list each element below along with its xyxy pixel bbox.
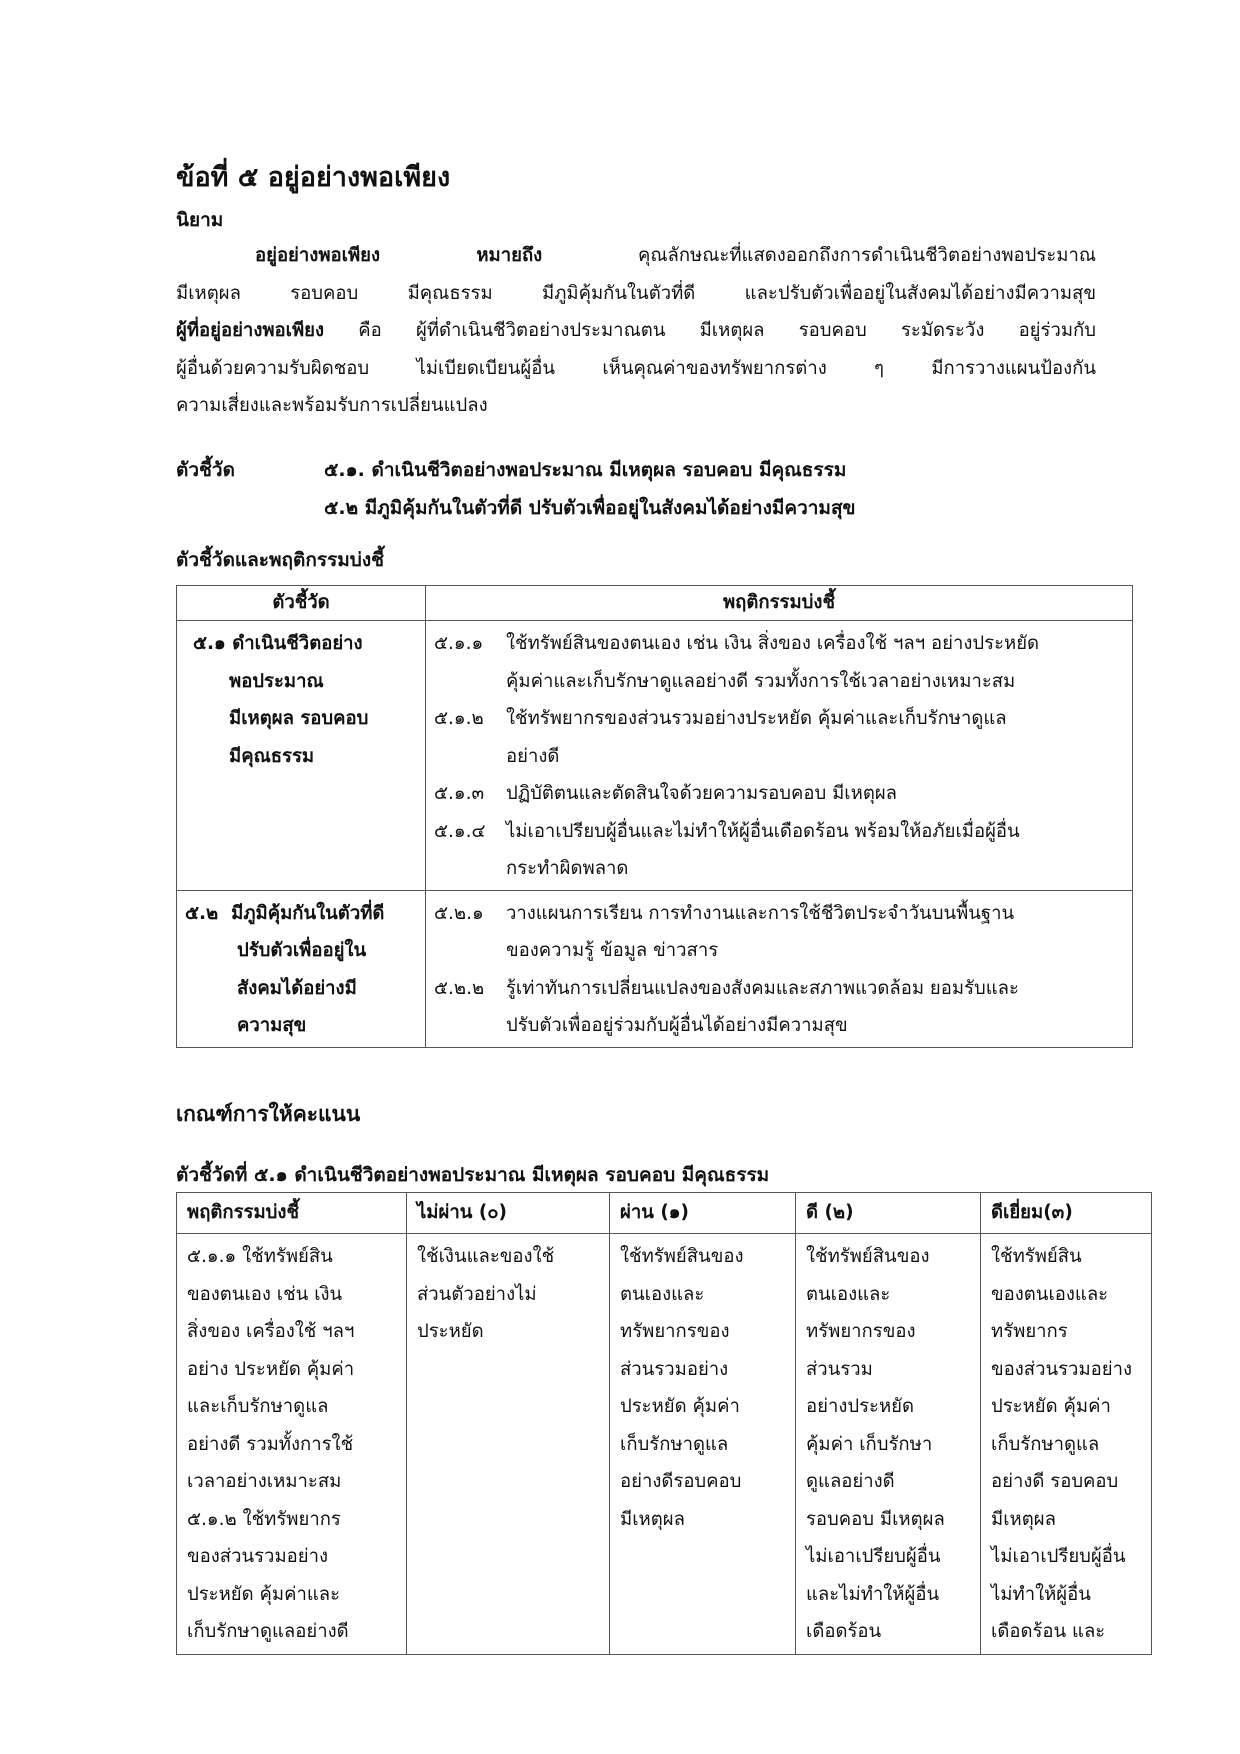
rubric-line: ส่วนตัวอย่างไม่ [417, 1283, 537, 1305]
rubric-line: ไม่เอาเปรียบผู้อื่น [991, 1546, 1126, 1567]
term-sufficient-living: อยู่อย่างพอเพียง หมายถึง [255, 245, 543, 266]
rubric-line: มีเหตุผล [620, 1508, 685, 1530]
rubric-line: ใช้เงินและของใช้ [417, 1246, 555, 1267]
rubric-line: อย่างประหยัด [806, 1396, 915, 1417]
definition-line-2: มีเหตุผล รอบคอบ มีคุณธรรม มีภูมิคุ้มกันในตัวที่ดี และปรับตัวเพื่ออยู่ในสังคมได้อย่างมีความสุข [176, 282, 1096, 304]
column-header: พฤติกรรมบ่งชี้ [177, 1193, 407, 1234]
scoring-heading: เกณฑ์การให้คะแนน [176, 1102, 361, 1126]
rubric-line: ไม่เอาเปรียบผู้อื่น [806, 1546, 941, 1567]
definition-line-4: ผู้อื่นด้วยความรับผิดชอบ ไม่เบียดเบียนผู้อื่น เห็นคุณค่าของทรัพยากรต่าง ๆ มีการวางแผนป้องกัน [176, 357, 1096, 379]
rubric-line: ดูแลอย่างดี [806, 1471, 895, 1492]
column-header: ผ่าน (๑) [610, 1193, 796, 1234]
table-row [177, 621, 1133, 891]
rubric-cell [981, 1234, 1152, 1655]
rubric-line: และเก็บรักษาดูแล [187, 1396, 329, 1417]
rubric-line: ตนเองและ [806, 1283, 891, 1305]
rubric-line: ส่วนรวม [806, 1358, 873, 1380]
rubric-line: ประหยัด [417, 1321, 484, 1342]
indicator-cell [177, 890, 426, 1047]
definition-line-1: อยู่อย่างพอเพียง หมายถึง คุณลักษณะที่แสดงออกถึงการดำเนินชีวิตอย่างพอประมาณ [255, 245, 1096, 266]
rubric-line: สิ่งของ เครื่องใช้ ฯลฯ [187, 1321, 355, 1342]
rubric-line: อย่างดี รอบคอบ [991, 1471, 1119, 1492]
behaviors-cell [426, 890, 1133, 1047]
rubric-line: อย่าง ประหยัด คุ้มค่า [187, 1358, 355, 1380]
rubric-line: เก็บรักษาดูแลอย่างดี [187, 1621, 349, 1642]
indicator-cell [177, 621, 426, 891]
page-title: ข้อที่ ๕ อยู่อย่างพอเพียง [176, 162, 451, 193]
term-sufficient-person: ผู้ที่อยู่อย่างพอเพียง [176, 320, 325, 341]
rubric-line: ของตนเอง เช่น เงิน [187, 1283, 343, 1305]
column-header: ดีเยี่ยม(๓) [981, 1193, 1152, 1234]
rubric-line: ใช้ทรัพย์สินของ [806, 1246, 930, 1267]
behavior-item: ๕.๒.๑ วางแผนการเรียน การทำงานและการใช้ชีวิตประจำวันบนพื้นฐาน ของความรู้ ข้อมูล ข่าวสาร [434, 902, 1015, 961]
column-header: ดี (๒) [796, 1193, 981, 1234]
table1-heading: ตัวชี้วัดและพฤติกรรมบ่งชี้ [176, 549, 385, 571]
rubric-line: ใช้ทรัพย์สิน [991, 1246, 1082, 1267]
rubric-line: เดือดร้อน [806, 1621, 882, 1642]
behavior-item: ๕.๑.๓ ปฏิบัติตนและตัดสินใจด้วยความรอบคอบ มีเหตุผล [434, 783, 898, 804]
indicator-line: ความสุข [237, 1015, 307, 1036]
rubric-line: ประหยัด คุ้มค่าและ [187, 1583, 341, 1605]
rubric-line: ประหยัด คุ้มค่า [991, 1396, 1111, 1417]
rubric-line: ๕.๑.๒ ใช้ทรัพยากร [187, 1508, 341, 1530]
table-header-row [177, 1193, 1152, 1234]
rubric-cell [610, 1234, 796, 1655]
rubric-line: เก็บรักษาดูแล [991, 1433, 1100, 1455]
indicators-behaviors-table [176, 585, 1133, 1048]
scoring-indicator-heading: ตัวชี้วัดที่ ๕.๑ ดำเนินชีวิตอย่างพอประมาณ มีเหตุผล รอบคอบ มีคุณธรรม [176, 1164, 770, 1186]
behavior-item: ๕.๑.๔ ไม่เอาเปรียบผู้อื่นและไม่ทำให้ผู้อื่นเดือดร้อน พร้อมให้อภัยเมื่อผู้อื่น กระทำผิดพลาด [434, 820, 1020, 879]
indicators-label: ตัวชี้วัด [176, 459, 235, 481]
definition-heading: นิยาม [176, 209, 224, 231]
definition-line-3: ผู้ที่อยู่อย่างพอเพียง คือ ผู้ที่ดำเนินชีวิตอย่างประมาณตน มีเหตุผล รอบคอบ ระมัดระวัง อยู่ร่วมกับ [176, 320, 1096, 341]
rubric-line: ๕.๑.๑ ใช้ทรัพย์สิน [187, 1246, 333, 1267]
rubric-line: ของส่วนรวมอย่าง [187, 1546, 329, 1567]
rubric-cell [407, 1234, 610, 1655]
rubric-line: ตนเองและ [620, 1283, 705, 1305]
indicator-line: ๕.๑ ดำเนินชีวิตอย่าง [193, 633, 363, 654]
rubric-line: ของส่วนรวมอย่าง [991, 1358, 1133, 1380]
rubric-line: อย่างดีรอบคอบ [620, 1471, 742, 1492]
rubric-line: มีเหตุผล [991, 1508, 1056, 1530]
rubric-line: ของตนเองและ [991, 1283, 1109, 1305]
table-row [177, 1234, 1152, 1655]
indicator-line: ปรับตัวเพื่ออยู่ใน [237, 940, 367, 961]
rubric-line: ใช้ทรัพย์สินของ [620, 1246, 744, 1267]
rubric-line: และไม่ทำให้ผู้อื่น [806, 1583, 940, 1605]
rubric-line: ทรัพยากรของ [620, 1321, 730, 1342]
behavior-item: ๕.๒.๒ รู้เท่าทันการเปลี่ยนแปลงของสังคมและสภาพแวดล้อม ยอมรับและ ปรับตัวเพื่ออยู่ร่วมกับผู้อื่นได้อย่างมีความสุข [434, 977, 1019, 1036]
table-header-row [177, 586, 1133, 621]
rubric-line: ทรัพยากรของ [806, 1321, 916, 1342]
rubric-line: เวลาอย่างเหมาะสม [187, 1471, 342, 1492]
scoring-rubric-table [176, 1192, 1152, 1655]
indicator-line: มีเหตุผล รอบคอบ [229, 708, 369, 729]
indicator-line: มีคุณธรรม [229, 745, 315, 767]
rubric-line: คุ้มค่า เก็บรักษา [806, 1433, 933, 1455]
indicator-line: พอประมาณ [229, 670, 324, 692]
rubric-line: ส่วนรวมอย่าง [620, 1358, 729, 1380]
column-header: ไม่ผ่าน (๐) [407, 1193, 610, 1234]
rubric-cell [177, 1234, 407, 1655]
rubric-line: เก็บรักษาดูแล [620, 1433, 729, 1455]
behavior-item: ๕.๑.๒ ใช้ทรัพยากรของส่วนรวมอย่างประหยัด คุ้มค่าและเก็บรักษาดูแล อย่างดี [434, 708, 1007, 767]
column-header: ตัวชี้วัด [177, 586, 426, 621]
behavior-item: ๕.๑.๑ ใช้ทรัพย์สินของตนเอง เช่น เงิน สิ่งของ เครื่องใช้ ฯลฯ อย่างประหยัด คุ้มค่าและเก็บรักษาดูแลอย่างดี รวมทั้งการใช้เวลาอย่างเหมาะสม [434, 633, 1040, 692]
indicator-line: ๕.๒ มีภูมิคุ้มกันในตัวที่ดี [185, 902, 385, 924]
rubric-cell [796, 1234, 981, 1655]
rubric-line: ประหยัด คุ้มค่า [620, 1396, 740, 1417]
rubric-line: เดือดร้อน และ [991, 1621, 1106, 1642]
indicator-item: ๕.๑. ดำเนินชีวิตอย่างพอประมาณ มีเหตุผล รอบคอบ มีคุณธรรม [324, 459, 847, 481]
rubric-line: อย่างดี รวมทั้งการใช้ [187, 1433, 354, 1455]
indicator-line: สังคมได้อย่างมี [237, 977, 357, 999]
rubric-line: ไม่ทำให้ผู้อื่น [991, 1583, 1091, 1605]
table-row [177, 890, 1133, 1047]
rubric-line: รอบคอบ มีเหตุผล [806, 1508, 945, 1530]
definition-paragraph [176, 237, 1096, 425]
column-header: พฤติกรรมบ่งชี้ [426, 586, 1133, 621]
indicator-item: ๕.๒ มีภูมิคุ้มกันในตัวที่ดี ปรับตัวเพื่ออยู่ในสังคมได้อย่างมีความสุข [324, 497, 856, 519]
behaviors-cell [426, 621, 1133, 891]
rubric-line: ทรัพยากร [991, 1321, 1068, 1342]
definition-line-5: ความเสี่ยงและพร้อมรับการเปลี่ยนแปลง [176, 395, 488, 416]
